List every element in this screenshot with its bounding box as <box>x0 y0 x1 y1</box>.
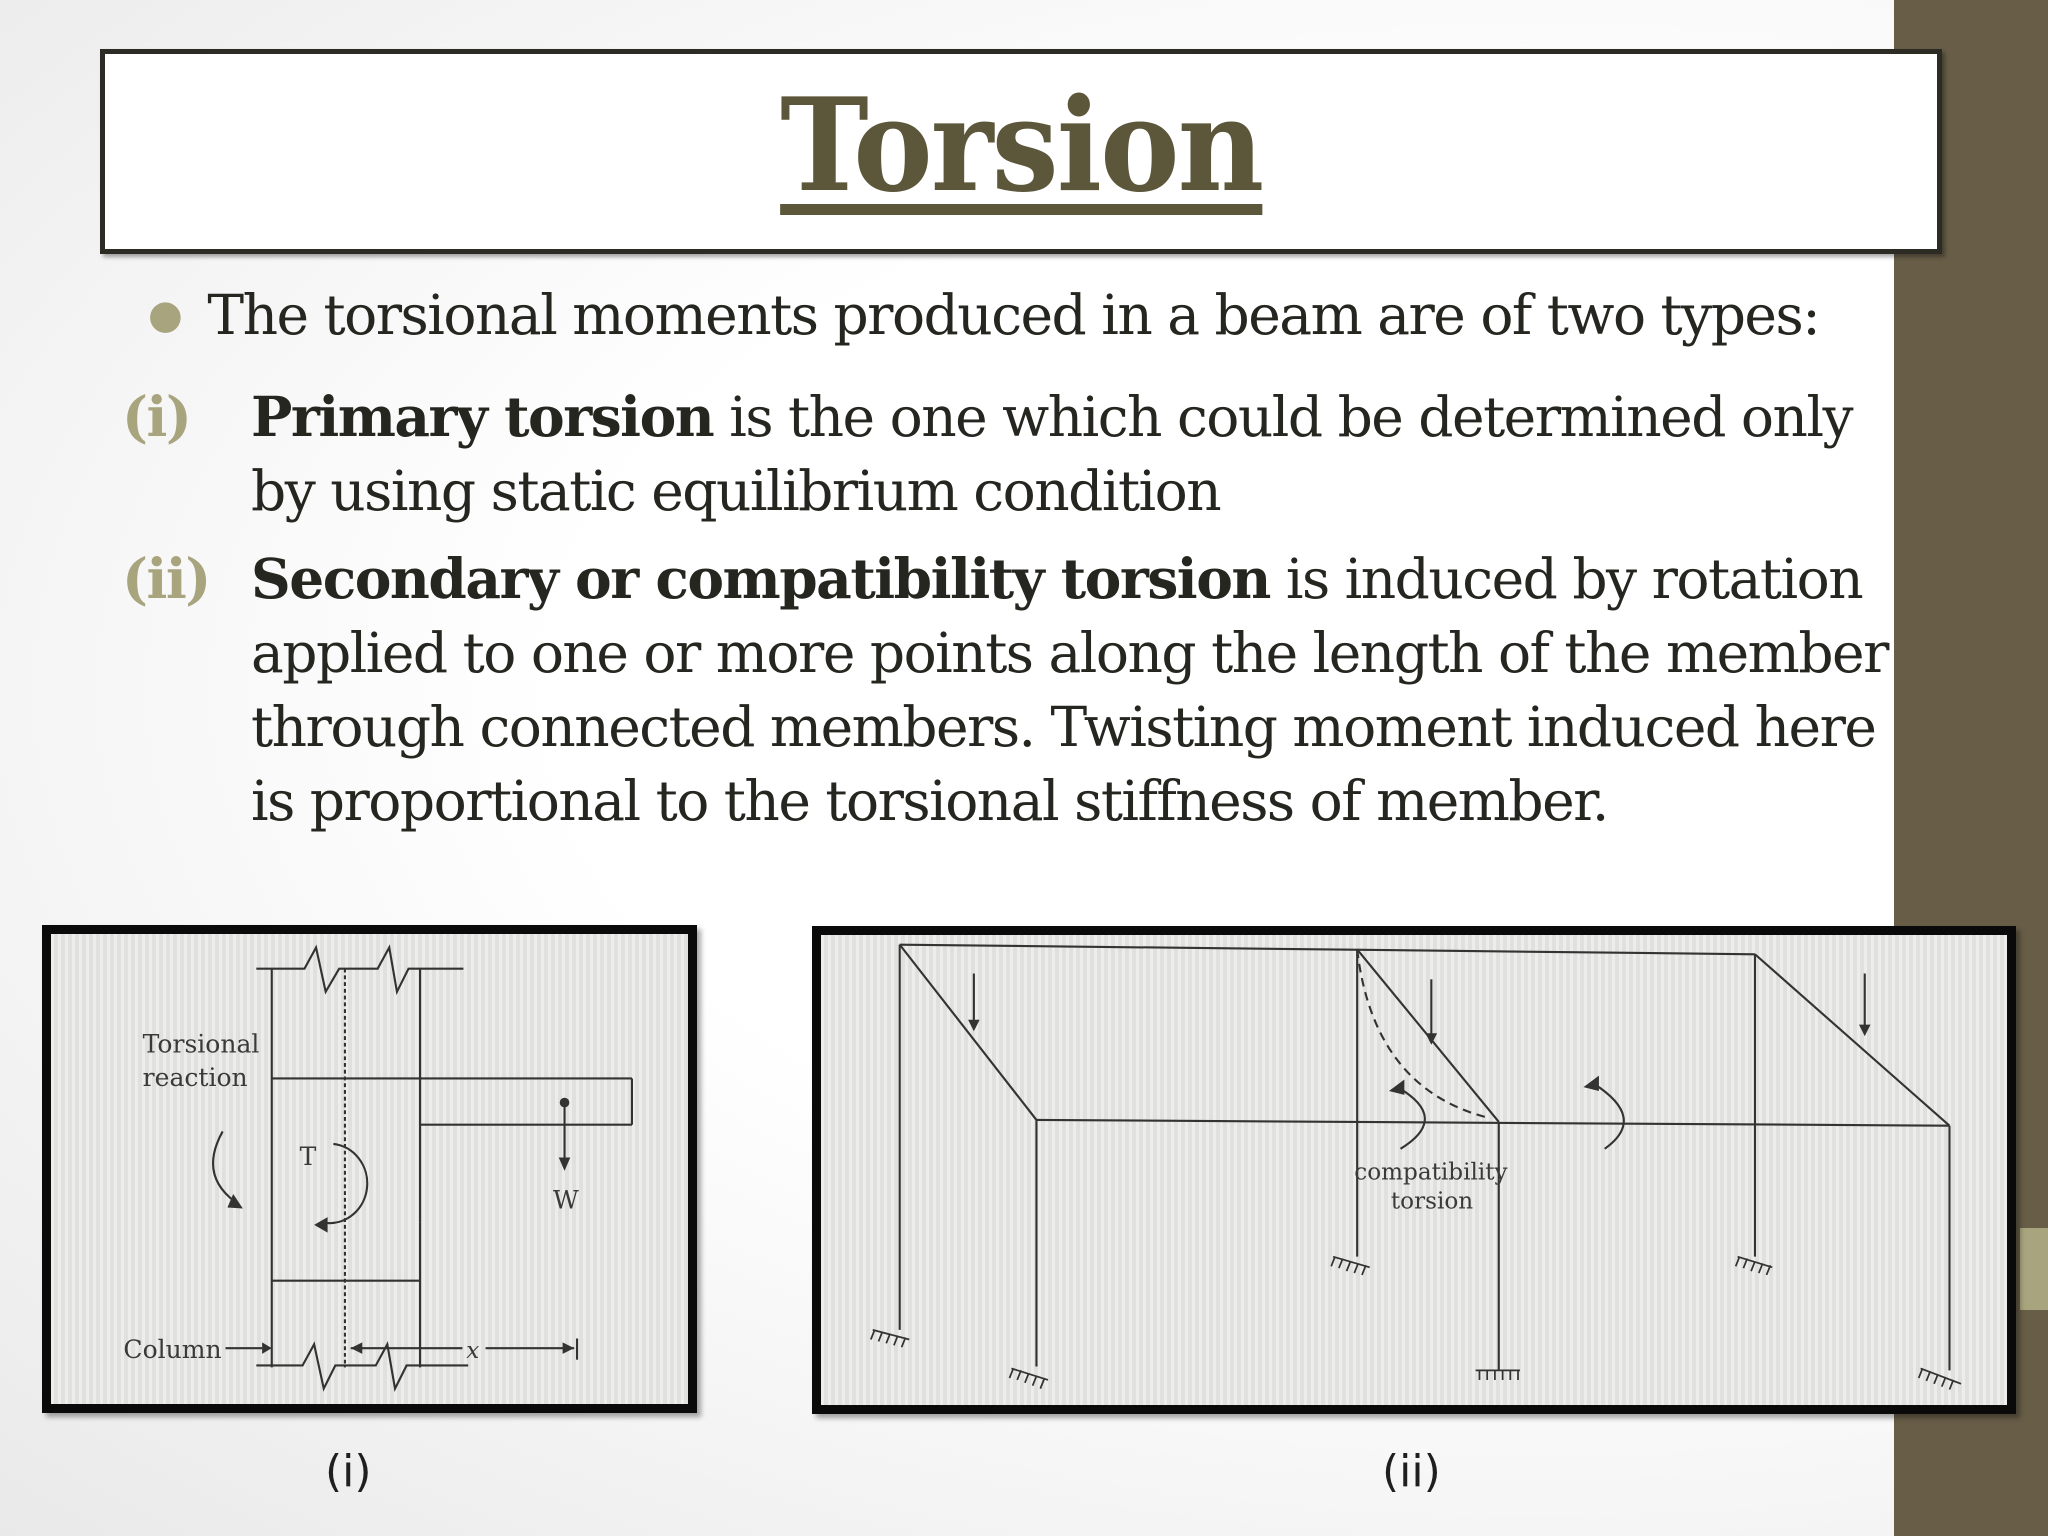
label-reaction: reaction <box>142 1063 248 1093</box>
item-number: (ii) <box>122 546 210 611</box>
label-compatibility: compatibility <box>1354 1159 1508 1186</box>
figure-primary-torsion <box>42 925 697 1413</box>
slide-title: Torsion <box>779 70 1263 221</box>
item-description: is induced by rotation applied to one or more points along the length of the member through connected members. Twisting moment induced here is proportional to the torsional stiffness of member. <box>251 547 1888 833</box>
item-term: Secondary or compatibility torsion <box>251 546 1270 611</box>
title-box <box>100 49 1942 254</box>
item-description: is the one which could be determined only by using static equilibrium condition <box>251 385 1853 523</box>
item-text <box>251 380 1902 528</box>
intro-bullet <box>148 283 1819 347</box>
label-w: W <box>552 1185 579 1215</box>
item-term: Primary torsion <box>251 384 714 449</box>
item-text <box>251 542 1902 838</box>
figure-compatibility-torsion <box>812 926 2016 1414</box>
list-item-secondary <box>122 542 1902 838</box>
figure-caption-ii: (ii) <box>1382 1446 1441 1497</box>
bullet-dot-icon: ● <box>148 292 182 338</box>
label-torsion: torsion <box>1390 1188 1474 1215</box>
figure-caption-i: (i) <box>325 1446 372 1497</box>
sidebar-accent-tab <box>2020 1228 2048 1310</box>
list-item-primary <box>122 380 1902 528</box>
item-number: (i) <box>122 384 191 449</box>
compatibility-torsion-diagram <box>821 935 2007 1405</box>
label-x: x <box>466 1337 480 1364</box>
label-torsional: Torsional <box>142 1029 260 1059</box>
intro-text: The torsional moments produced in a beam are of two types: <box>207 283 1820 347</box>
label-column: Column <box>123 1334 222 1364</box>
primary-torsion-diagram <box>51 934 688 1404</box>
label-t: T <box>299 1142 317 1172</box>
